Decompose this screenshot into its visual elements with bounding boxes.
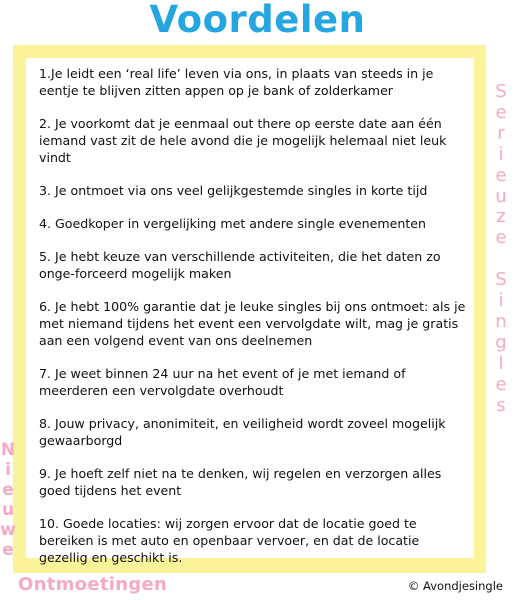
vertical-letter: e bbox=[495, 227, 507, 249]
vertical-letter: w bbox=[0, 520, 16, 540]
list-item: 7. Je weet binnen 24 uur na het event of je met iemand of meerderen een vervolgdate overhoudt bbox=[39, 366, 406, 398]
advantages-list bbox=[39, 65, 471, 582]
page-title: Voordelen bbox=[149, 0, 366, 41]
list-item: 1.Je leidt een ‘real life’ leven via ons, in plaats van steeds in je eentje te blijven zitten appen op je bank of zolderkamer bbox=[39, 66, 434, 98]
vertical-letter: S bbox=[495, 81, 507, 102]
vertical-text-right bbox=[490, 82, 512, 417]
vertical-letter: r bbox=[497, 122, 505, 144]
vertical-letter: s bbox=[496, 394, 506, 416]
list-item: 2. Je voorkomt dat je eenmaal out there op eerste date aan één iemand vast zit de hele avond die je mogelijk helemaal niet leuk vindt bbox=[39, 116, 447, 165]
vertical-letter: u bbox=[495, 185, 507, 207]
bottom-caption: Ontmoetingen bbox=[18, 574, 168, 595]
list-item: 3. Je ontmoet via ons veel gelijkgestemde singles in korte tijd bbox=[39, 183, 428, 198]
list-item: 9. Je hoeft zelf niet na te denken, wij regelen en verzorgen alles goed tijdens het event bbox=[39, 466, 442, 498]
list-item: 4. Goedkoper in vergelijking met andere single evenementen bbox=[39, 216, 427, 231]
list-item: 10. Goede locaties: wij zorgen ervoor dat de locatie goed te bereiken is met auto en openbaar vervoer, en dat de locatie gezellig en geschikt is. bbox=[39, 516, 420, 565]
vertical-letter: i bbox=[498, 290, 504, 312]
vertical-letter: u bbox=[1, 500, 15, 520]
vertical-letter: e bbox=[495, 164, 507, 186]
vertical-letter: i bbox=[5, 460, 11, 480]
copyright-notice: © Avondjesingle bbox=[407, 579, 503, 593]
vertical-text-left bbox=[0, 440, 16, 560]
list-item: 6. Je hebt 100% garantie dat je leuke singles bij ons ontmoet: als je met niemand tijdens het event een vervolgdate wilt, mag je gratis aan een volgend event van ons deelnemen bbox=[39, 299, 466, 348]
vertical-letter: e bbox=[495, 373, 507, 395]
vertical-letter: e bbox=[2, 540, 14, 560]
vertical-letter: e bbox=[495, 101, 507, 123]
vertical-letter: n bbox=[495, 310, 507, 332]
list-item: 8. Jouw privacy, anonimiteit, en veiligheid wordt zoveel mogelijk gewaarborgd bbox=[39, 416, 446, 448]
list-item: 5. Je hebt keuze van verschillende activiteiten, die het daten zo onge-forceerd mogelijk maken bbox=[39, 249, 441, 281]
vertical-letter: e bbox=[2, 480, 14, 500]
vertical-letter: g bbox=[495, 331, 507, 353]
vertical-letter: z bbox=[496, 206, 506, 228]
vertical-letter: S bbox=[495, 269, 507, 291]
vertical-letter: i bbox=[498, 143, 504, 165]
vertical-letter: N bbox=[0, 440, 16, 460]
vertical-letter bbox=[498, 249, 504, 270]
vertical-letter: l bbox=[498, 352, 504, 374]
